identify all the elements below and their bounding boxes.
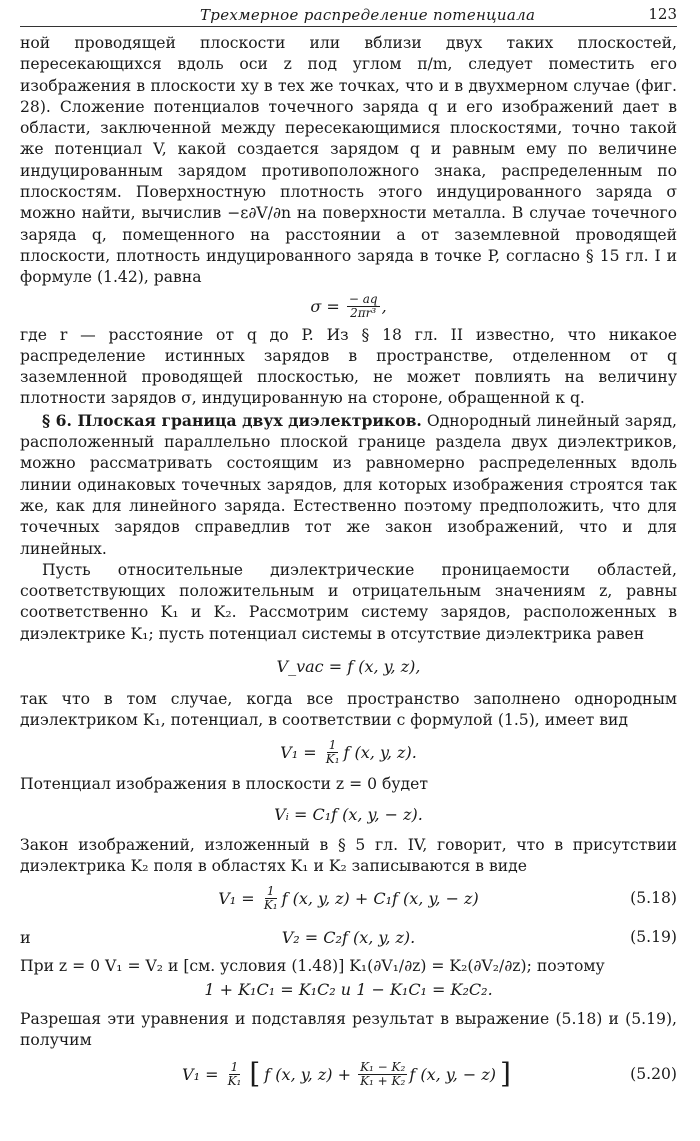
paragraph-solving: Разрешая эти уравнения и подставляя результат в выражение (5.18) и (5.19), получим bbox=[20, 1009, 677, 1050]
fraction-denominator: K₁ bbox=[325, 752, 340, 767]
section-text: Однородный линейный заряд, расположенный параллельно плоской границе раздела двух диэлектриков, можно рассматривать состоящим из равномерно распределенных вдоль линии одинаковых точечных зарядов, для которых изображения строятся так же, как для линейного заряда. Естественно поэтому предположить, что для точечных зарядов справедлив тот же закон изображений, что и для линейных. bbox=[20, 411, 677, 558]
fraction-denominator: K₁ + K₂ bbox=[360, 1073, 406, 1088]
fraction-numerator: 1 bbox=[266, 884, 275, 898]
equation-number: (5.20) bbox=[630, 1064, 677, 1083]
fraction-numerator: 1 bbox=[230, 1059, 239, 1074]
eq518-fraction bbox=[262, 885, 280, 912]
fraction-denominator: 2πr³ bbox=[350, 306, 377, 321]
paragraph-dielectrics: Пусть относительные диэлектрические проницаемости областей, соответствующих положительным и отрицательным значениям z, равны соответственно K₁ и K₂. Рассмотрим систему зарядов, расположенных в диэлектрике K₁; пусть потенциал системы в отсутствие диэлектрика равен bbox=[20, 560, 677, 643]
formula-v1-fraction bbox=[324, 739, 342, 766]
paragraph-distance: где r — расстояние от q до P. Из § 18 гл. II известно, что никакое распределение истинных зарядов в пространстве, отделенном от q заземленной проводящей плоскостью, не может повлиять на величину плотности зарядов σ, индуцированную на стороне, обращенной к q. bbox=[20, 325, 677, 408]
formula-sigma-fraction bbox=[347, 293, 380, 320]
formula-boundary-equations bbox=[20, 977, 677, 1003]
formula-vvac-expr: V_vac = f (x, y, z), bbox=[276, 657, 421, 677]
fraction-numerator: 1 bbox=[328, 738, 337, 753]
fraction-denominator: K₁ bbox=[227, 1073, 242, 1088]
equation-5-19 bbox=[20, 920, 677, 956]
section-heading: § 6. Плоская граница двух диэлектриков. bbox=[42, 410, 422, 430]
section-paragraph bbox=[20, 410, 677, 560]
paragraph-continued: ной проводящей плоскости или вблизи двух таких плоскостей, пересекающихся вдоль оси z под углом π/m, следует поместить его изображения в плоскости xy в тех же точках, что и в двухмерном случае (фиг. 28). Сложение потенциалов точечного заряда q и его изображений дает в области, заключенной между пересекающимися плоскостями, точно такой же потенциал V, какой создается зарядом q и равным ему по величине индуцированным зарядом противоположного знака, распределенным по плоскостям. Поверхностную плотность этого индуцированного заряда σ можно найти, вычислив −ε∂V/∂n на поверхности металла. В случае точечного заряда q, помещенного на расстоянии a от заземлевной проводящей плоскости, плотность индуцированного заряда в точке P, согласно § 15 гл. I и формуле (1.42), равна bbox=[20, 34, 677, 287]
eq519-expr: V₂ = C₂f (x, y, z). bbox=[281, 927, 416, 947]
formula-sigma bbox=[20, 289, 677, 325]
eq518-lhs: V₁ = bbox=[218, 888, 255, 908]
eq518-rhs: f (x, y, z) + C₁f (x, y, − z) bbox=[281, 888, 479, 908]
fraction-numerator: − aq bbox=[348, 292, 378, 307]
bracket-close: ] bbox=[500, 1057, 511, 1091]
eq520-fraction-inner bbox=[358, 1061, 407, 1088]
formula-sigma-lhs: σ = bbox=[310, 296, 340, 316]
equation-number: (5.19) bbox=[630, 927, 677, 946]
eq520-fraction-outer bbox=[226, 1061, 244, 1088]
formula-vi-expr: Vᵢ = C₁f (x, y, − z). bbox=[274, 805, 423, 825]
formula-sigma-tail: , bbox=[381, 296, 387, 316]
page-number: 123 bbox=[648, 5, 677, 23]
equation-5-18 bbox=[20, 878, 677, 920]
bracket-open: [ bbox=[249, 1057, 261, 1091]
fraction-denominator: K₁ bbox=[263, 898, 278, 912]
formula-vi bbox=[20, 795, 677, 835]
equation-5-20 bbox=[20, 1051, 677, 1097]
equation-number: (5.18) bbox=[630, 888, 677, 907]
paragraph-image-potential: Потенциал изображения в плоскости z = 0 будет bbox=[20, 774, 429, 793]
running-header bbox=[20, 0, 677, 27]
paragraph-boundary-conditions: При z = 0 V₁ = V₂ и [см. условия (1.48)] K₁(∂V₁/∂z) = K₂(∂V₂/∂z); поэтому bbox=[20, 956, 605, 975]
formula-vvac bbox=[20, 645, 677, 689]
boundary-equations-expr: 1 + K₁C₁ = K₁C₂ и 1 − K₁C₁ = K₂C₂. bbox=[204, 980, 493, 1000]
running-title: Трехмерное распределение потенциала bbox=[200, 6, 536, 24]
eq520-part2: f (x, y, − z) bbox=[409, 1064, 497, 1084]
fraction-numerator: K₁ − K₂ bbox=[360, 1059, 406, 1074]
paragraph-homogeneous: так что в том случае, когда все пространство заполнено однородным диэлектриком K₁, потенциал, в соответствии с формулой (1.5), имеет вид bbox=[20, 690, 677, 730]
eq520-lhs: V₁ = bbox=[182, 1064, 219, 1084]
paragraph-image-law: Закон изображений, изложенный в § 5 гл. IV, говорит, что в присутствии диэлектрика K₂ поля в областях K₁ и K₂ записываются в виде bbox=[20, 835, 677, 876]
conjunction-and: и bbox=[20, 927, 31, 947]
formula-v1-lhs: V₁ = bbox=[280, 742, 317, 762]
book-page bbox=[20, 0, 677, 1097]
eq520-part1: f (x, y, z) + bbox=[264, 1064, 351, 1084]
body-text bbox=[20, 33, 677, 1097]
formula-v1-rhs: f (x, y, z). bbox=[343, 742, 417, 762]
formula-v1 bbox=[20, 732, 677, 774]
